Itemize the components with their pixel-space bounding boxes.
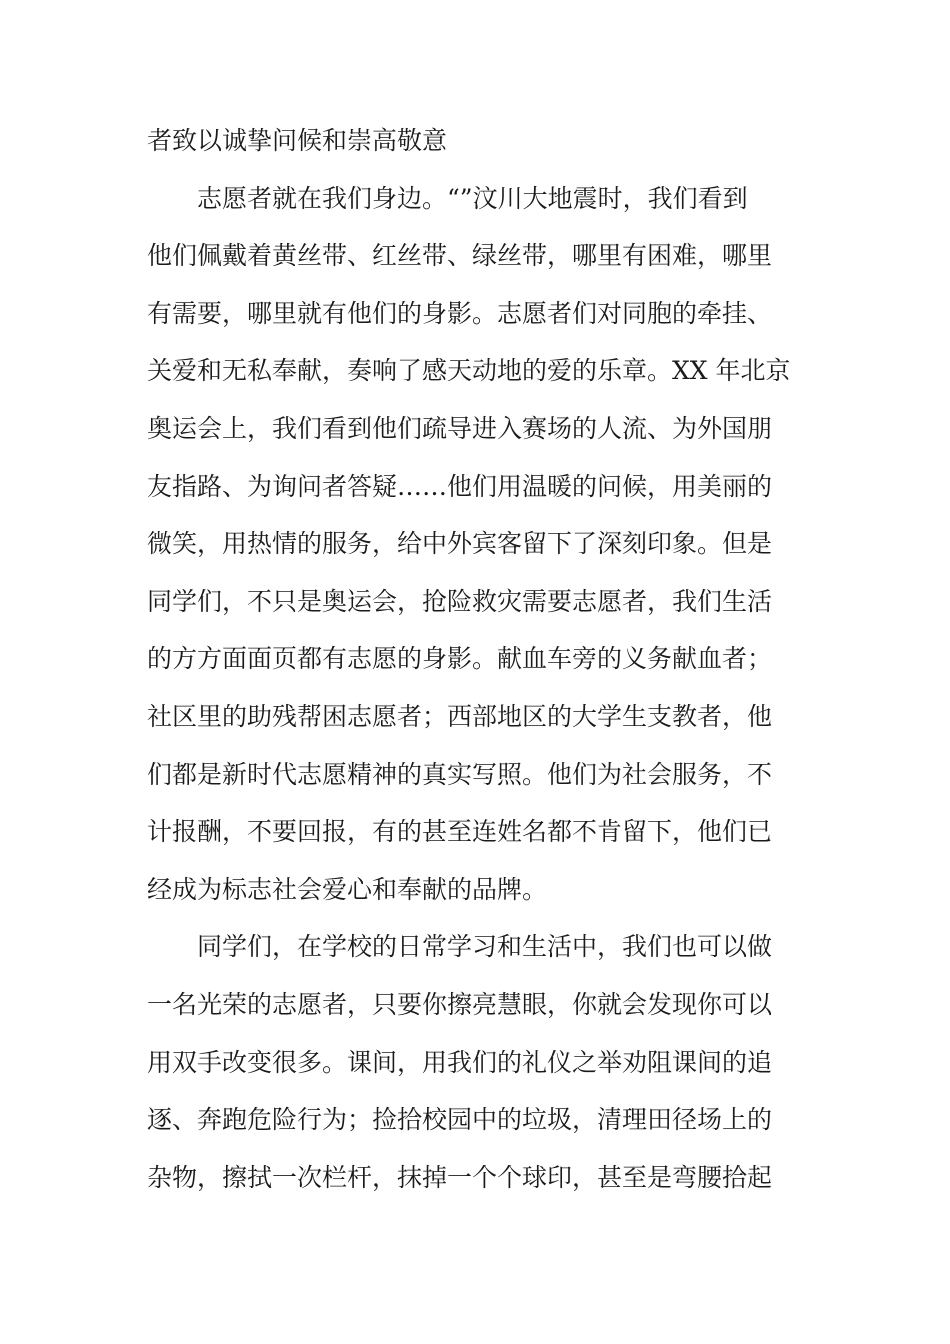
- paragraph-start-line: 志愿者就在我们身边。“”汶川大地震时，我们看到: [197, 183, 748, 213]
- text-line: 有需要，哪里就有他们的身影。志愿者们对同胞的牵挂、: [147, 298, 773, 328]
- text-line: 社区里的助残帮困志愿者；西部地区的大学生支教者，他: [147, 701, 773, 731]
- text-line: 奥运会上，我们看到他们疏导进入赛场的人流、为外国朋: [147, 413, 773, 443]
- text-line: 经成为标志社会爱心和奉献的品牌。: [147, 874, 548, 904]
- text-line: 关爱和无私奉献，奏响了感天动地的爱的乐章。XX 年北京: [147, 356, 791, 386]
- text-line: 同学们，不只是奥运会，抢险救灾需要志愿者，我们生活: [147, 586, 773, 616]
- text-line: 微笑，用热情的服务，给中外宾客留下了深刻印象。但是: [147, 529, 773, 559]
- text-line: 杂物，擦拭一次栏杆，抹掉一个个球印，甚至是弯腰拾起: [147, 1162, 773, 1192]
- text-line: 他们佩戴着黄丝带、红丝带、绿丝带，哪里有困难，哪里: [147, 241, 773, 271]
- text-line: 用双手改变很多。课间，用我们的礼仪之举劝阻课间的追: [147, 1047, 773, 1077]
- document-body: [147, 112, 807, 1206]
- text-line: 友指路、为询问者答疑……他们用温暖的问候，用美丽的: [147, 471, 773, 501]
- text-line: 一名光荣的志愿者，只要你擦亮慧眼，你就会发现你可以: [147, 989, 773, 1019]
- text-line: 的方方面面页都有志愿的身影。献血车旁的义务献血者；: [147, 644, 773, 674]
- text-line: 们都是新时代志愿精神的真实写照。他们为社会服务，不: [147, 759, 773, 789]
- text-line: 逐、奔跑危险行为；捡拾校园中的垃圾，清理田径场上的: [147, 1105, 773, 1135]
- text-line: 者致以诚挚问候和崇高敬意: [147, 126, 448, 155]
- paragraph-start-line: 同学们，在学校的日常学习和生活中，我们也可以做: [197, 932, 773, 962]
- text-line: 计报酬，不要回报，有的甚至连姓名都不肯留下，他们已: [147, 817, 773, 847]
